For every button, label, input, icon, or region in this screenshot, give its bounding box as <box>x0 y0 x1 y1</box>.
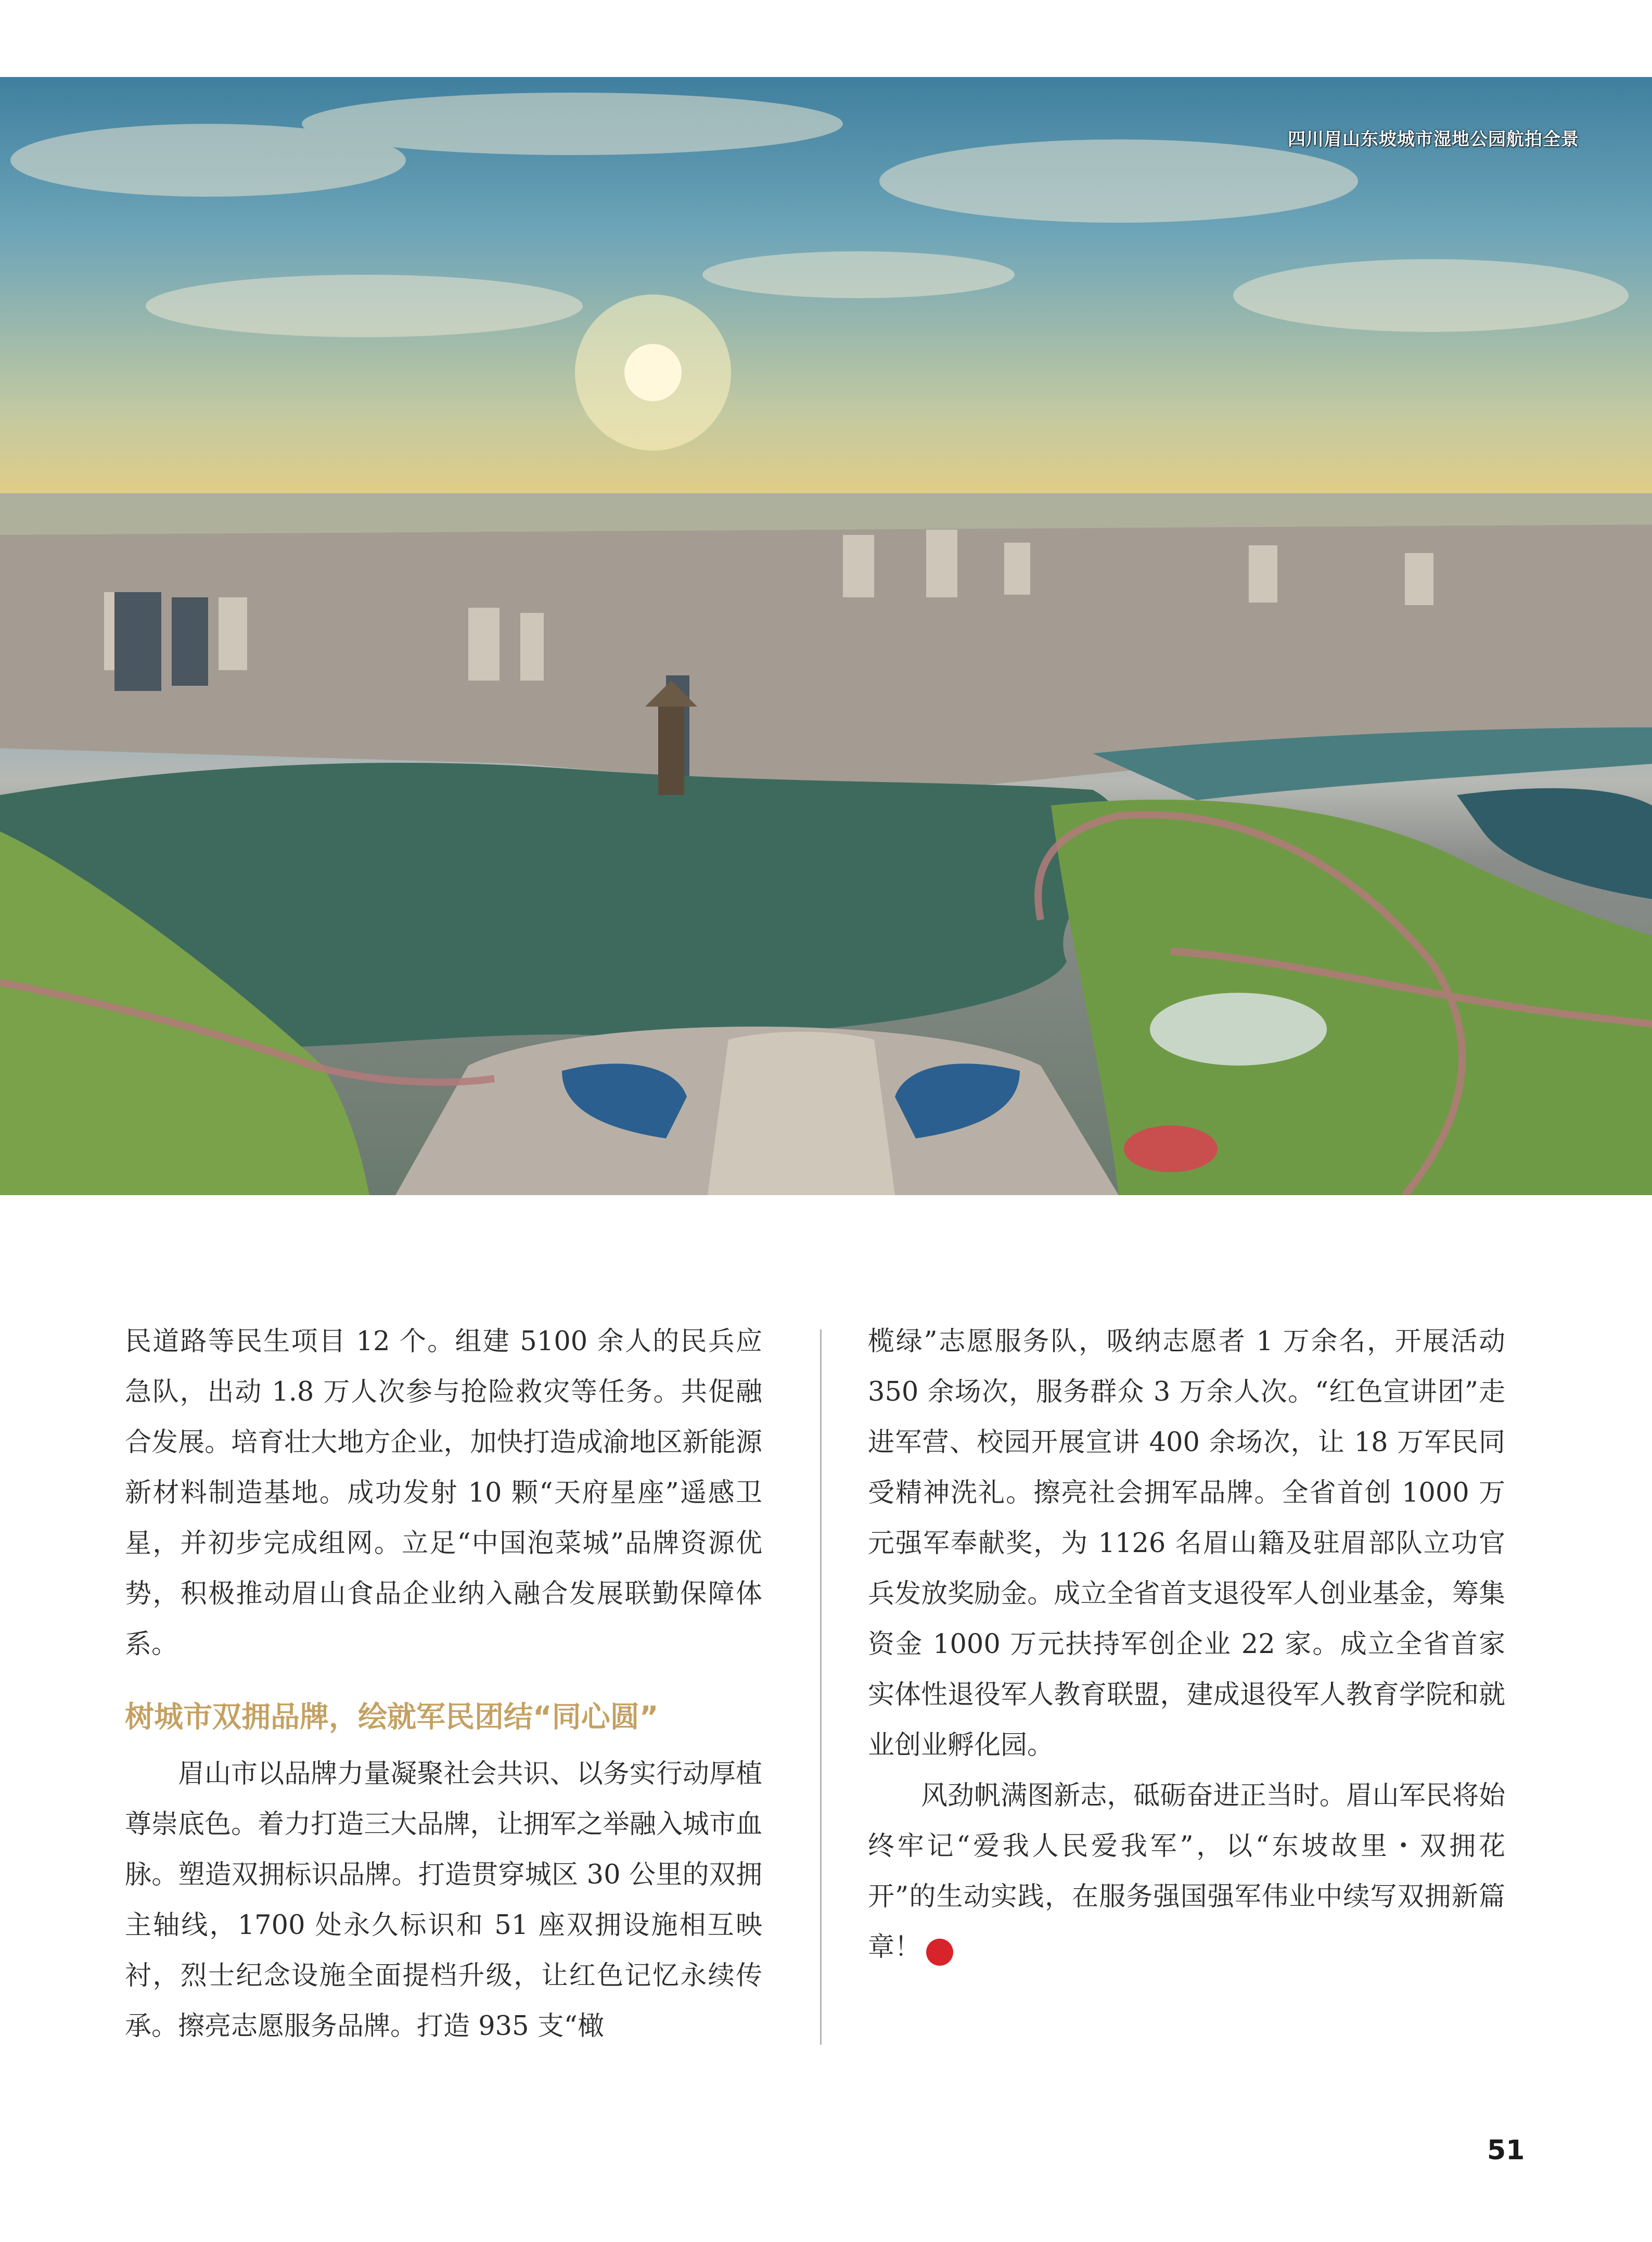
right-paragraph-2 <box>868 1771 1505 1972</box>
photo-caption: 四川眉山东坡城市湿地公园航拍全景 <box>1288 129 1579 150</box>
aerial-scene <box>0 77 1652 1195</box>
end-mark-icon: N <box>926 1939 953 1966</box>
right-paragraph-2-text: 风劲帆满图新志，砥砺奋进正当时。眉山军民将始终牢记“爱我人民爱我军”，以“东坡故里・双拥花开”的生动实践，在服务强国强军伟业中续写双拥新篇章！ <box>868 1780 1505 1963</box>
column-divider <box>820 1329 822 2045</box>
aerial-photo <box>0 77 1652 1195</box>
left-paragraph-2: 眉山市以品牌力量凝聚社会共识、以务实行动厚植尊崇底色。着力打造三大品牌，让拥军之举融入城市血脉。塑造双拥标识品牌。打造贯穿城区 30 公里的双拥主轴线，1700 处永久标识和 51 座双拥设施相互映衬，烈士纪念设施全面提档升级，让红色记忆永续传承。擦亮志愿服务品牌。打造 935 支“橄 <box>125 1759 762 2042</box>
left-column <box>125 1316 762 2052</box>
right-column <box>868 1316 1505 1972</box>
right-paragraph-1: 榄绿”志愿服务队，吸纳志愿者 1 万余名，开展活动 350 余场次，服务群众 3 万余人次。“红色宣讲团”走进军营、校园开展宣讲 400 余场次，让 18 万军民同受精神洗礼。擦亮社会拥军品牌。全省首创 1000 万元强军奉献奖，为 1126 名眉山籍及驻眉部队立功官兵发放奖励金。成立全省首支退役军人创业基金，筹集资金 1000 万元扶持军创企业 22 家。成立全省首家实体性退役军人教育联盟，建成退役军人教育学院和就业创业孵化园。 <box>868 1326 1505 1761</box>
section-heading: 树城市双拥品牌，绘就军民团结“同心圆” <box>125 1700 659 1734</box>
page-number: 51 <box>1487 2135 1525 2166</box>
left-paragraph-1: 民道路等民生项目 12 个。组建 5100 余人的民兵应急队，出动 1.8 万人次参与抢险救灾等任务。共促融合发展。培育壮大地方企业，加快打造成渝地区新能源新材料制造基地。成功发射 10 颗“天府星座”遥感卫星，并初步完成组网。立足“中国泡菜城”品牌资源优势，积极推动眉山食品企业纳入融合发展联勤保障体系。 <box>125 1326 762 1660</box>
